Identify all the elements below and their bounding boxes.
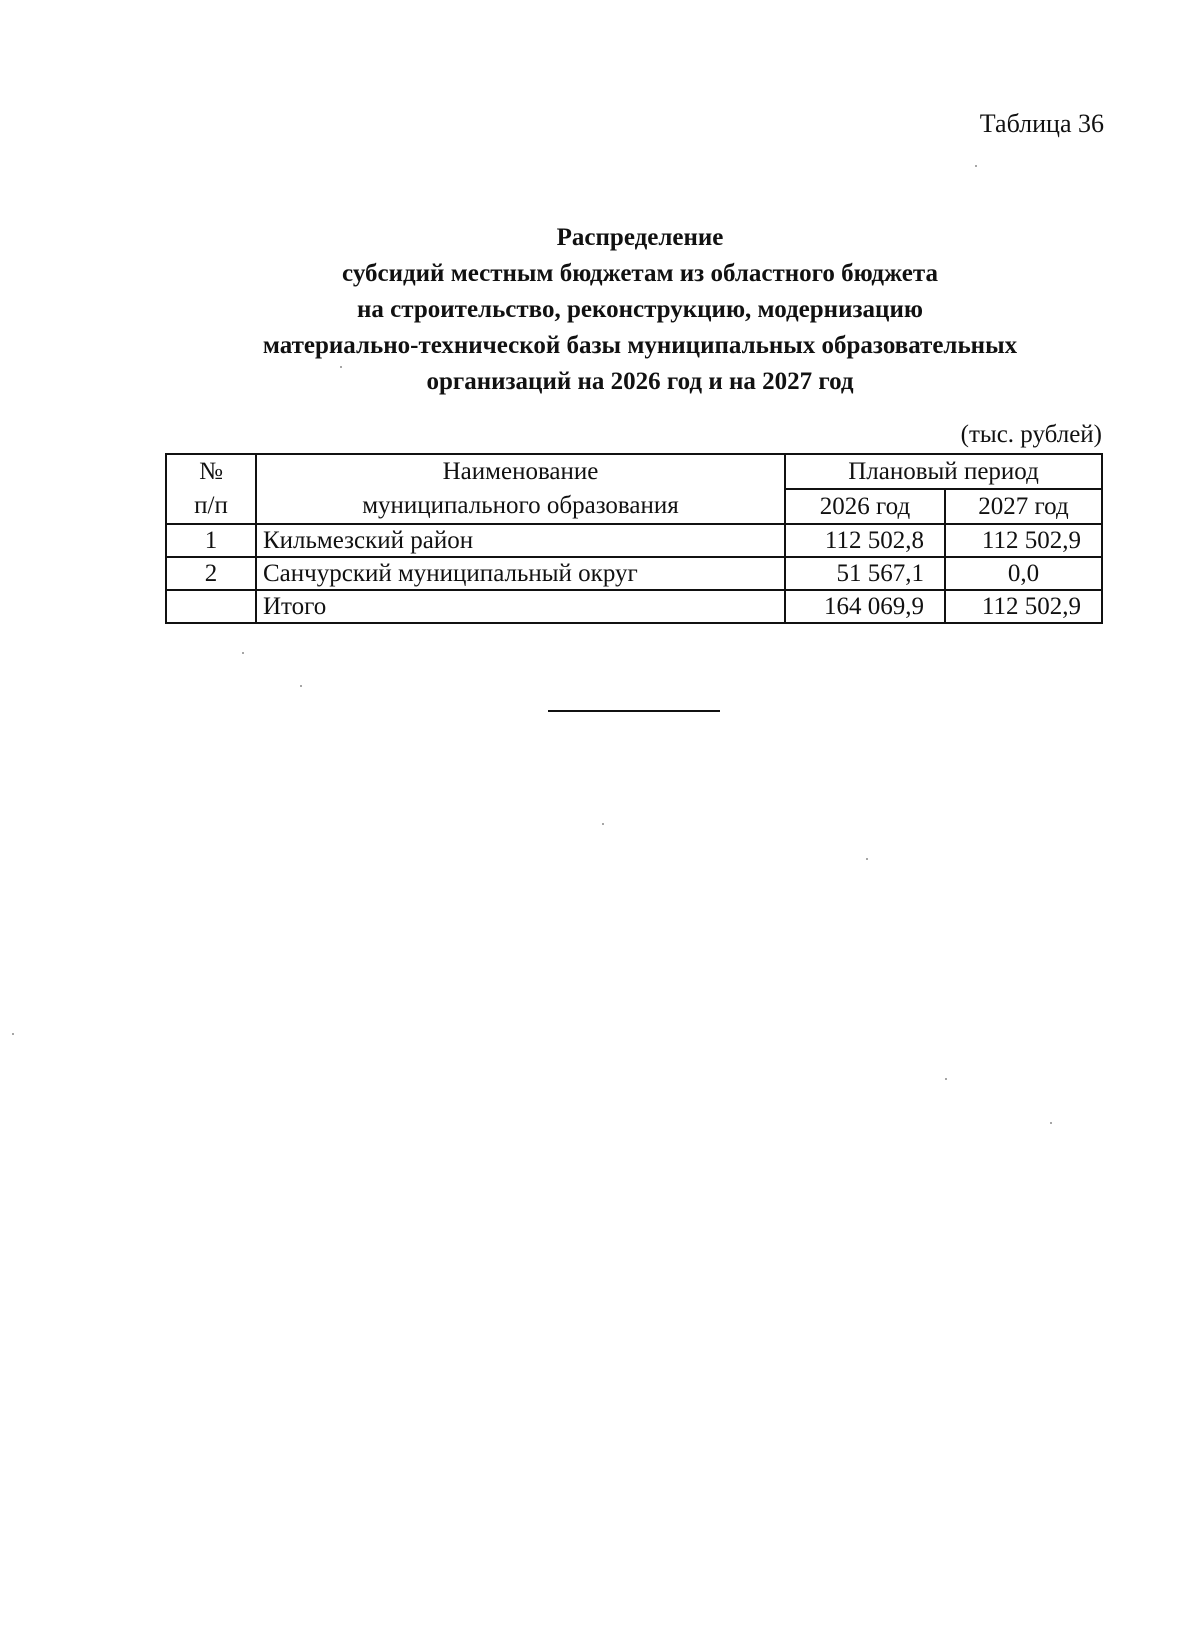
table-total-row — [166, 590, 1102, 623]
header-name — [256, 454, 785, 524]
title-line-2: субсидий местным бюджетам из областного бюджета — [342, 260, 938, 287]
title-line-4: материально-технической базы муниципальных образовательных — [262, 332, 1018, 359]
header-year-2026: 2026 год — [785, 489, 945, 524]
table-row — [166, 524, 1102, 557]
header-number — [166, 454, 256, 524]
total-number — [166, 590, 256, 623]
row-number: 2 — [166, 557, 256, 590]
scan-speck — [945, 1078, 947, 1080]
end-separator-line — [548, 710, 720, 712]
document-title — [150, 220, 1130, 400]
table-row — [166, 557, 1102, 590]
scan-speck — [866, 858, 868, 860]
table-number-label: Таблица 36 — [979, 109, 1104, 138]
header-planning-period: Плановый период — [785, 454, 1102, 489]
row-value-2026: 112 502,8 — [785, 524, 945, 557]
scan-speck — [12, 1033, 14, 1035]
header-number-line2: п/п — [194, 492, 228, 519]
row-municipality-name: Кильмезский район — [256, 524, 785, 557]
table-header-row-1 — [166, 454, 1102, 489]
title-line-1: Распределение — [556, 224, 724, 251]
scan-speck — [242, 652, 244, 654]
row-value-2026: 51 567,1 — [785, 557, 945, 590]
units-note: (тыс. рублей) — [960, 421, 1102, 448]
scan-speck — [975, 165, 977, 167]
row-value-2027: 112 502,9 — [945, 524, 1102, 557]
scan-speck — [602, 823, 604, 825]
row-number: 1 — [166, 524, 256, 557]
scan-speck — [1050, 1122, 1052, 1124]
total-value-2027: 112 502,9 — [945, 590, 1102, 623]
title-line-3: на строительство, реконструкцию, модернизацию — [357, 296, 923, 323]
total-label: Итого — [256, 590, 785, 623]
header-year-2027: 2027 год — [945, 489, 1102, 524]
subsidy-table — [165, 453, 1103, 624]
total-value-2026: 164 069,9 — [785, 590, 945, 623]
row-municipality-name: Санчурский муниципальный округ — [256, 557, 785, 590]
scan-speck — [300, 685, 302, 687]
title-line-5: организаций на 2026 год и на 2027 год — [426, 368, 854, 395]
header-number-line1: № — [199, 458, 223, 485]
header-name-line1: Наименование — [442, 458, 599, 485]
header-name-line2: муниципального образования — [362, 492, 679, 519]
row-value-2027: 0,0 — [945, 557, 1102, 590]
scan-speck — [340, 366, 342, 368]
